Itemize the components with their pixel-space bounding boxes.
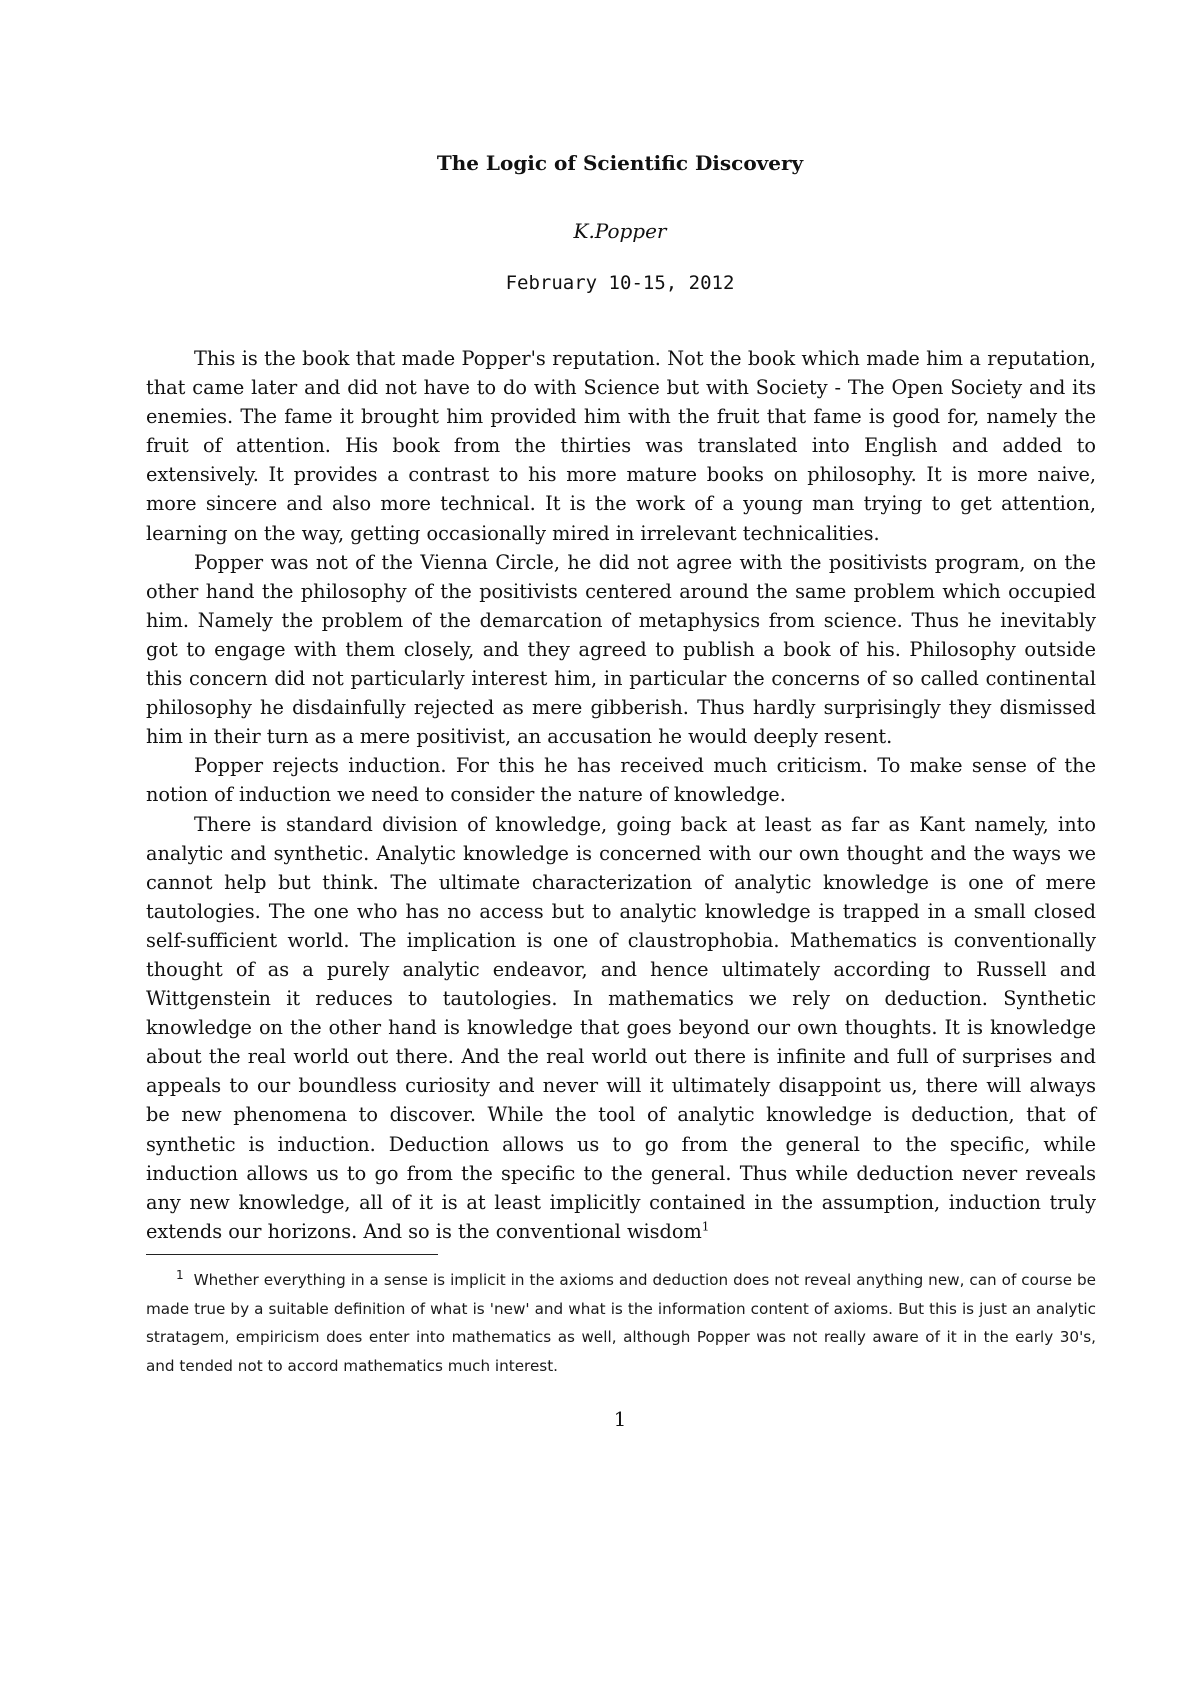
- footnote-rule: [146, 1254, 438, 1255]
- footnote-marker: 1: [176, 1267, 184, 1282]
- paragraph-4-text: There is standard division of knowledge, going back at least as far as Kant namely, into analytic and synthetic. Analytic knowledge is concerned with our own thought and the ways we cannot help but think. The ultimate characterization of analytic knowledge is one of mere tautologies. The one who has no access but to analytic knowledge is trapped in a small closed self-sufficient world. The implication is one of claustrophobia. Mathematics is conventionally thought of as a purely analytic endeavor, and hence ultimately according to Russell and Wittgenstein it reduces to tautologies. In mathematics we rely on deduction. Synthetic knowledge on the other hand is knowledge that goes beyond our own thoughts. It is knowledge about the real world out there. And the real world out there is infinite and full of surprises and appeals to our boundless curiosity and never will it ultimately disappoint us, there will always be new phenomena to discover. While the tool of analytic knowledge is deduction, that of synthetic is induction. Deduction allows us to go from the general to the specific, while induction allows us to go from the specific to the general. Thus while deduction never reveals any new knowledge, all of it is at least implicitly contained in the assumption, induction truly extends our horizons. And so is the conventional wisdom: [146, 812, 1096, 1243]
- document-date: February 10-15, 2012: [505, 272, 735, 294]
- footnote-reference: 1: [701, 1219, 710, 1234]
- document-title: The Logic of Scientific Discovery: [436, 151, 804, 175]
- body-text: [146, 344, 1096, 1246]
- paragraph-2: Popper was not of the Vienna Circle, he did not agree with the positivists program, on the other hand the philosophy of the positivists centered around the same problem which occupied him. Namely the problem of the demarcation of metaphysics from science. Thus he inevitably got to engage with them closely, and they agreed to publish a book of his. Philosophy outside this concern did not particularly interest him, in particular the concerns of so called continental philosophy he disdainfully rejected as mere gibberish. Thus hardly surprisingly they dismissed him in their turn as a mere positivist, an accusation he would deeply resent.: [146, 550, 1096, 749]
- footnote: [146, 1266, 1096, 1380]
- page-number: 1: [613, 1407, 627, 1431]
- footnote-text: Whether everything in a sense is implicit in the axioms and deduction does not reveal anything new, can of course be made true by a suitable definition of what is 'new' and what is the information content of axioms. But this is just an analytic stratagem, empiricism does enter into mathematics as well, although Popper was not really aware of it in the early 30's, and tended not to accord mathematics much interest.: [146, 1271, 1096, 1375]
- paragraph-4: [146, 810, 1096, 1246]
- paragraph-1: This is the book that made Popper's reputation. Not the book which made him a reputation, that came later and did not have to do with Science but with Society - The Open Society and its enemies. The fame it brought him provided him with the fruit that fame is good for, namely the fruit of attention. His book from the thirties was translated into English and added to extensively. It provides a contrast to his more mature books on philosophy. It is more naive, more sincere and also more technical. It is the work of a young man trying to get attention, learning on the way, getting occasionally mired in irrelevant technicalities.: [146, 347, 1096, 545]
- paragraph-3: Popper rejects induction. For this he has received much criticism. To make sense of the notion of induction we need to consider the nature of knowledge.: [146, 754, 1096, 807]
- document-author: K.Popper: [573, 219, 667, 243]
